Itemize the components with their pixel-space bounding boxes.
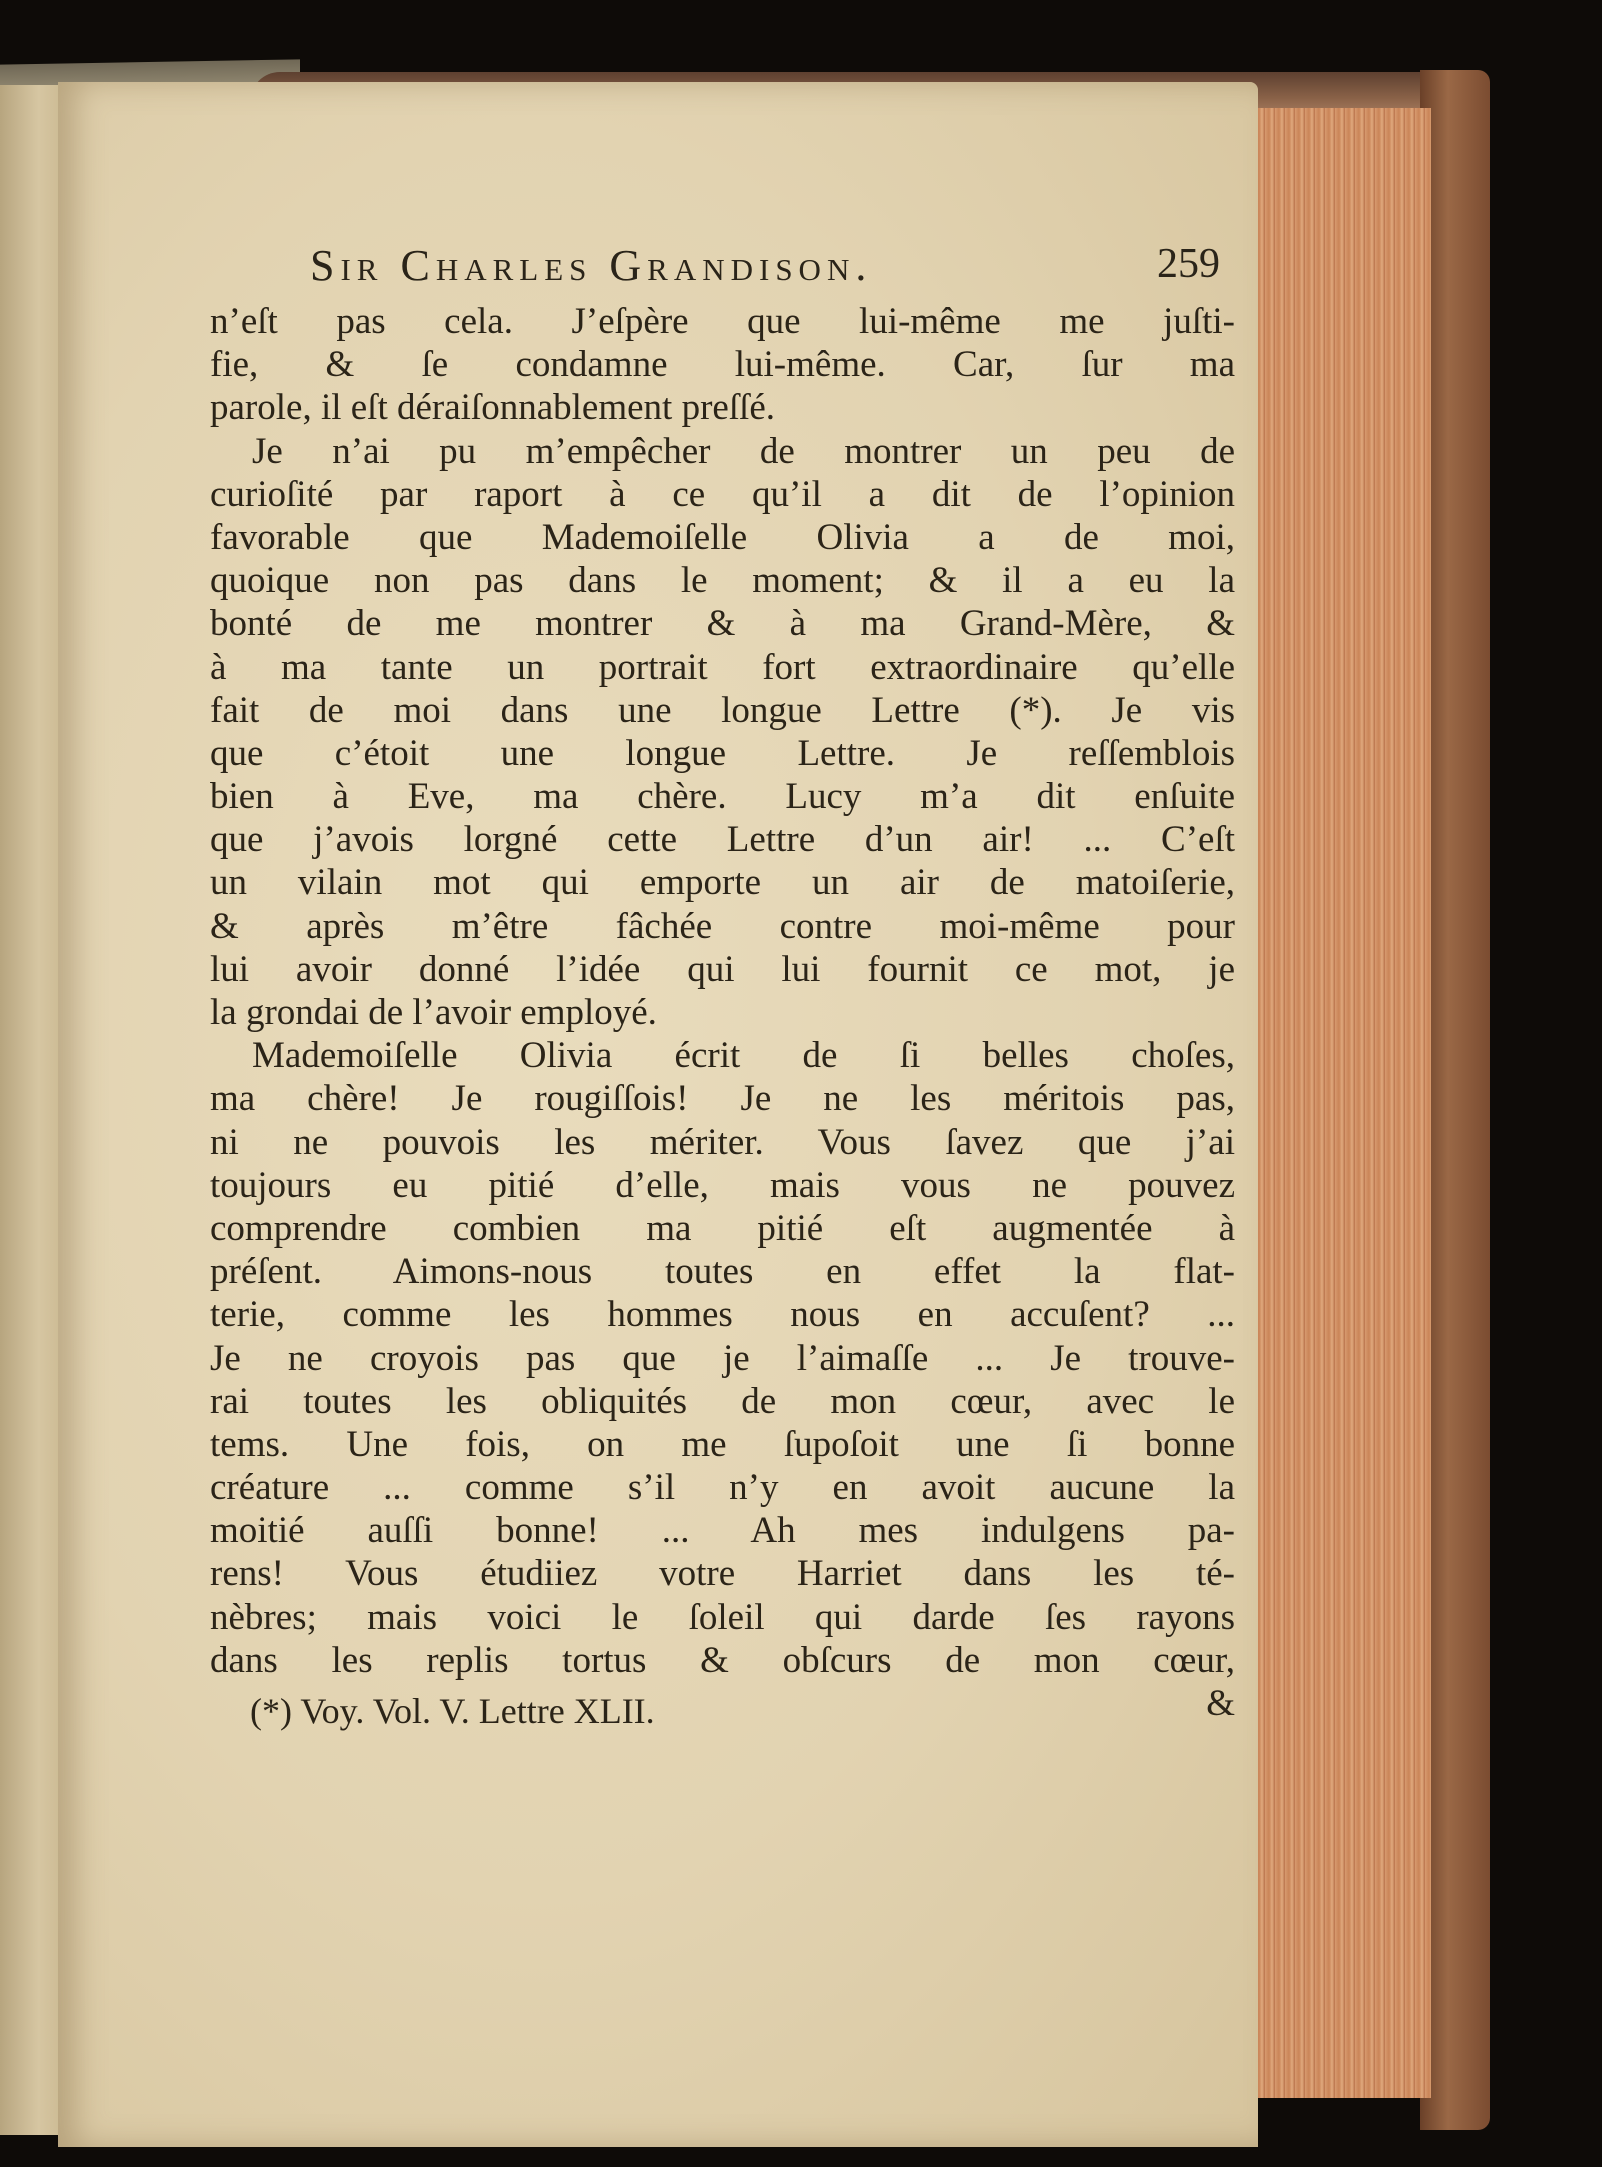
text-line: curioſité par raport à ce qu’il a dit de l’opinion bbox=[210, 473, 1235, 515]
text-line: à ma tante un portrait fort extraordinaire qu’elle bbox=[210, 646, 1235, 688]
text-line: que c’étoit une longue Lettre. Je reſſemblois bbox=[210, 732, 1235, 774]
paragraph-1 bbox=[210, 300, 1235, 430]
text-line: Mademoiſelle Olivia écrit de ſi belles choſes, bbox=[252, 1035, 1235, 1077]
text-line: que j’avois lorgné cette Lettre d’un air! ... C’eſt bbox=[210, 819, 1235, 861]
text-line: rai toutes les obliquités de mon cœur, avec le bbox=[210, 1380, 1235, 1422]
page-header bbox=[210, 240, 1250, 296]
running-head: Sir Charles Grandison. bbox=[310, 241, 873, 290]
text-line: fie, & ſe condamne lui-même. Car, ſur ma bbox=[210, 344, 1235, 386]
text-line: fait de moi dans une longue Lettre (*). Je vis bbox=[210, 689, 1235, 731]
paragraph-3 bbox=[210, 1034, 1235, 1682]
text-line: bien à Eve, ma chère. Lucy m’a dit enſuite bbox=[210, 776, 1235, 818]
text-line: nèbres; mais voici le ſoleil qui darde ſes rayons bbox=[210, 1596, 1235, 1638]
catchword: & bbox=[1206, 1683, 1235, 1724]
text-line: moitié auſſi bonne! ... Ah mes indulgens pa- bbox=[210, 1510, 1235, 1552]
text-line: lui avoir donné l’idée qui lui fournit ce mot, je bbox=[210, 948, 1235, 990]
text-line: parole, il eſt déraiſonnablement preſſé. bbox=[210, 387, 776, 429]
text-line: Je ne croyois pas que je l’aimaſſe ... Je trouve- bbox=[210, 1337, 1235, 1379]
text-line: rens! Vous étudiiez votre Harriet dans les té- bbox=[210, 1553, 1235, 1595]
text-line: tems. Une fois, on me ſupoſoit une ſi bonne bbox=[210, 1423, 1235, 1465]
text-line: la grondai de l’avoir employé. bbox=[210, 992, 657, 1033]
body-text bbox=[210, 300, 1235, 1725]
text-line: créature ... comme s’il n’y en avoit aucune la bbox=[210, 1467, 1235, 1509]
text-line: terie, comme les hommes nous en accuſent? ... bbox=[210, 1294, 1235, 1336]
text-line: préſent. Aimons-nous toutes en effet la flat- bbox=[210, 1251, 1235, 1293]
text-line: n’eſt pas cela. J’eſpère que lui-même me juſti- bbox=[210, 301, 1235, 342]
text-line: ma chère! Je rougiſſois! Je ne les méritois pas, bbox=[210, 1078, 1235, 1120]
page-stack-fore-edge bbox=[1242, 108, 1431, 2098]
paragraph-2 bbox=[210, 430, 1235, 1035]
text-line: bonté de me montrer & à ma Grand-Mère, & bbox=[210, 603, 1235, 645]
text-line: quoique non pas dans le moment; & il a eu la bbox=[210, 560, 1235, 602]
text-line: dans les replis tortus & obſcurs de mon cœur, bbox=[210, 1639, 1235, 1681]
text-line: comprendre combien ma pitié eſt augmentée à bbox=[210, 1207, 1235, 1249]
text-line: favorable que Mademoiſelle Olivia a de moi, bbox=[210, 516, 1235, 558]
text-line: Je n’ai pu m’empêcher de montrer un peu de bbox=[252, 430, 1235, 472]
text-line: ni ne pouvois les mériter. Vous ſavez que j’ai bbox=[210, 1121, 1235, 1163]
text-line: un vilain mot qui emporte un air de matoiſerie, bbox=[210, 862, 1235, 904]
page-number: 259 bbox=[1157, 241, 1220, 287]
text-line: & après m’être fâchée contre moi-même pour bbox=[210, 905, 1235, 947]
text-line: toujours eu pitié d’elle, mais vous ne pouvez bbox=[210, 1164, 1235, 1206]
footnote: (*) Voy. Vol. V. Lettre XLII. bbox=[250, 1691, 655, 1731]
